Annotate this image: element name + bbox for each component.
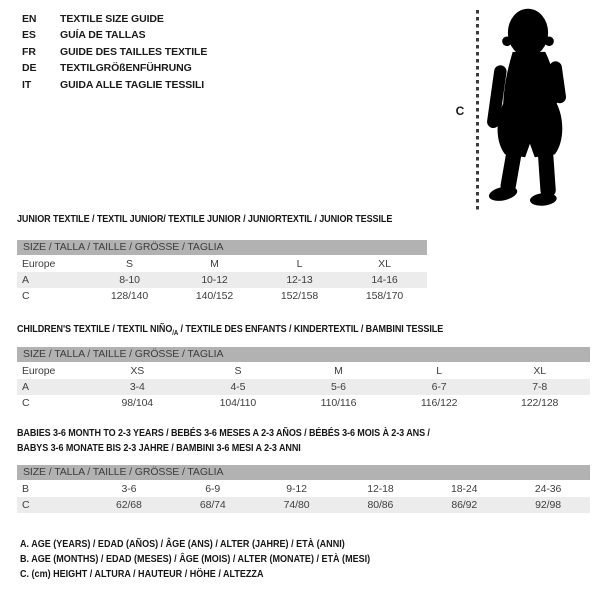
table-cell: 140/152: [195, 290, 234, 302]
table-cell: S: [126, 258, 133, 270]
lang-title: GUIDE DES TAILLES TEXTILE: [60, 45, 208, 58]
note-height-cm: C. (cm) HEIGHT / ALTURA / HAUTEUR / HÖHE / ALTEZZA: [20, 568, 264, 581]
junior-textile-section: [17, 212, 427, 308]
table-cell: 3-6: [121, 483, 137, 495]
height-measure-dashed-line: [476, 10, 479, 210]
lang-row-fr: [22, 44, 207, 60]
table-cell: 18-24: [451, 483, 478, 495]
row-label-cell: C: [22, 499, 30, 511]
lang-title: GUIDA ALLE TAGLIE TESSILI: [60, 78, 205, 91]
lang-title: GUÍA DE TALLAS: [60, 29, 146, 42]
table-cell: M: [334, 365, 343, 377]
table-cell: L: [296, 258, 303, 270]
table-cell: 68/74: [199, 499, 226, 511]
junior-section-title: JUNIOR TEXTILE / TEXTIL JUNIOR/ TEXTILE JUNIOR / JUNIORTEXTIL / JUNIOR TESSILE: [17, 213, 393, 225]
title-part: / TEXTILE DES ENFANTS / KINDERTEXTIL / BAMBINI TESSILE: [178, 323, 444, 335]
table-row: [17, 288, 427, 304]
table-cell: XS: [130, 365, 145, 377]
lang-row-es: [22, 27, 207, 43]
title-part: CHILDREN'S TEXTILE / TEXTIL NIÑO: [17, 323, 173, 335]
row-label-cell: C: [22, 290, 30, 302]
table-cell: 9-12: [286, 483, 307, 495]
table-cell: 14-16: [371, 274, 398, 286]
row-label-cell: B: [22, 483, 29, 495]
table-row: [17, 481, 590, 497]
table-cell: 122/128: [521, 397, 559, 409]
table-cell: 74/80: [283, 499, 310, 511]
language-title-block: [22, 11, 207, 93]
table-cell: 158/170: [365, 290, 404, 302]
row-label-cell: A: [22, 381, 29, 393]
table-cell: 5-6: [331, 381, 346, 393]
table-cell: 3-4: [129, 381, 145, 393]
note-age-months: B. AGE (MONTHS) / EDAD (MESES) / ÂGE (MOIS) / ALTER (MONATE) / ETÀ (MESI): [20, 553, 371, 566]
note-age-years: A. AGE (YEARS) / EDAD (AÑOS) / ÂGE (ANS) / ALTER (JAHRE) / ETÀ (ANNI): [20, 538, 345, 550]
lang-row-it: [22, 77, 207, 93]
lang-code: DE: [22, 62, 37, 75]
table-row: [17, 379, 590, 395]
row-label-cell: Europe: [22, 365, 56, 377]
table-row: [17, 256, 427, 272]
table-cell: 8-10: [119, 274, 140, 286]
table-cell: M: [210, 258, 219, 270]
row-label-cell: A: [22, 274, 29, 286]
toddler-silhouette-image: [482, 2, 597, 208]
babies-size-header: SIZE / TALLA / TAILLE / GRÖSSE / TAGLIA: [17, 465, 590, 480]
title-subscript: /A: [172, 330, 179, 338]
table-cell: 98/104: [121, 397, 154, 409]
lang-code: IT: [22, 78, 32, 91]
table-cell: 116/122: [420, 397, 458, 409]
table-cell: XL: [533, 365, 547, 377]
table-cell: 12-18: [367, 483, 394, 495]
babies-textile-section: [17, 426, 590, 518]
table-cell: 80/86: [367, 499, 394, 511]
table-cell: 86/92: [451, 499, 478, 511]
lang-row-de: [22, 60, 207, 76]
legend-notes: [20, 537, 427, 583]
table-cell: 152/158: [280, 290, 319, 302]
table-cell: S: [234, 365, 242, 377]
table-cell: 7-8: [532, 381, 548, 393]
table-row: [17, 272, 427, 288]
junior-size-header: SIZE / TALLA / TAILLE / GRÖSSE / TAGLIA: [17, 240, 427, 255]
table-cell: L: [436, 365, 442, 377]
table-cell: 104/110: [219, 397, 257, 409]
row-label-cell: Europe: [22, 258, 56, 270]
table-row: [17, 363, 590, 379]
babies-size-table: [17, 481, 590, 513]
table-cell: 6-7: [431, 381, 447, 393]
childrens-size-header: SIZE / TALLA / TAILLE / GRÖSSE / TAGLIA: [17, 347, 590, 362]
table-row: [17, 497, 590, 513]
childrens-textile-section: [17, 322, 590, 418]
lang-code: FR: [22, 45, 36, 58]
table-cell: 110/116: [320, 397, 357, 409]
lang-code: EN: [22, 13, 37, 25]
table-cell: 4-5: [230, 381, 246, 393]
lang-title: TEXTILGRÖßENFÜHRUNG: [60, 62, 192, 75]
babies-section-title-line1: BABIES 3-6 MONTH TO 2-3 YEARS / BEBÉS 3-6 MESES A 2-3 AÑOS / BÉBÉS 3-6 MOIS À 2-3 ANS /: [17, 427, 430, 439]
table-cell: 6-9: [205, 483, 221, 495]
table-cell: 62/68: [116, 499, 142, 511]
childrens-size-table: [17, 363, 590, 411]
table-cell: 24-36: [534, 483, 562, 495]
height-measure-label: C: [455, 104, 465, 118]
height-figure: [450, 0, 600, 215]
lang-row-en: [22, 11, 207, 27]
lang-title: TEXTILE SIZE GUIDE: [60, 13, 164, 25]
table-row: [17, 395, 590, 411]
table-cell: 92/98: [535, 499, 561, 511]
table-cell: 10-12: [201, 274, 228, 286]
babies-section-title-line2: BABYS 3-6 MONATE BIS 2-3 JAHRE / BAMBINI 3-6 MESI A 2-3 ANNI: [17, 442, 301, 454]
lang-code: ES: [22, 29, 36, 42]
row-label-cell: C: [22, 397, 30, 409]
table-cell: 128/140: [110, 290, 149, 302]
childrens-section-title: [17, 322, 443, 341]
table-cell: 12-13: [286, 274, 313, 286]
junior-size-table: [17, 256, 427, 304]
table-cell: XL: [378, 258, 391, 270]
